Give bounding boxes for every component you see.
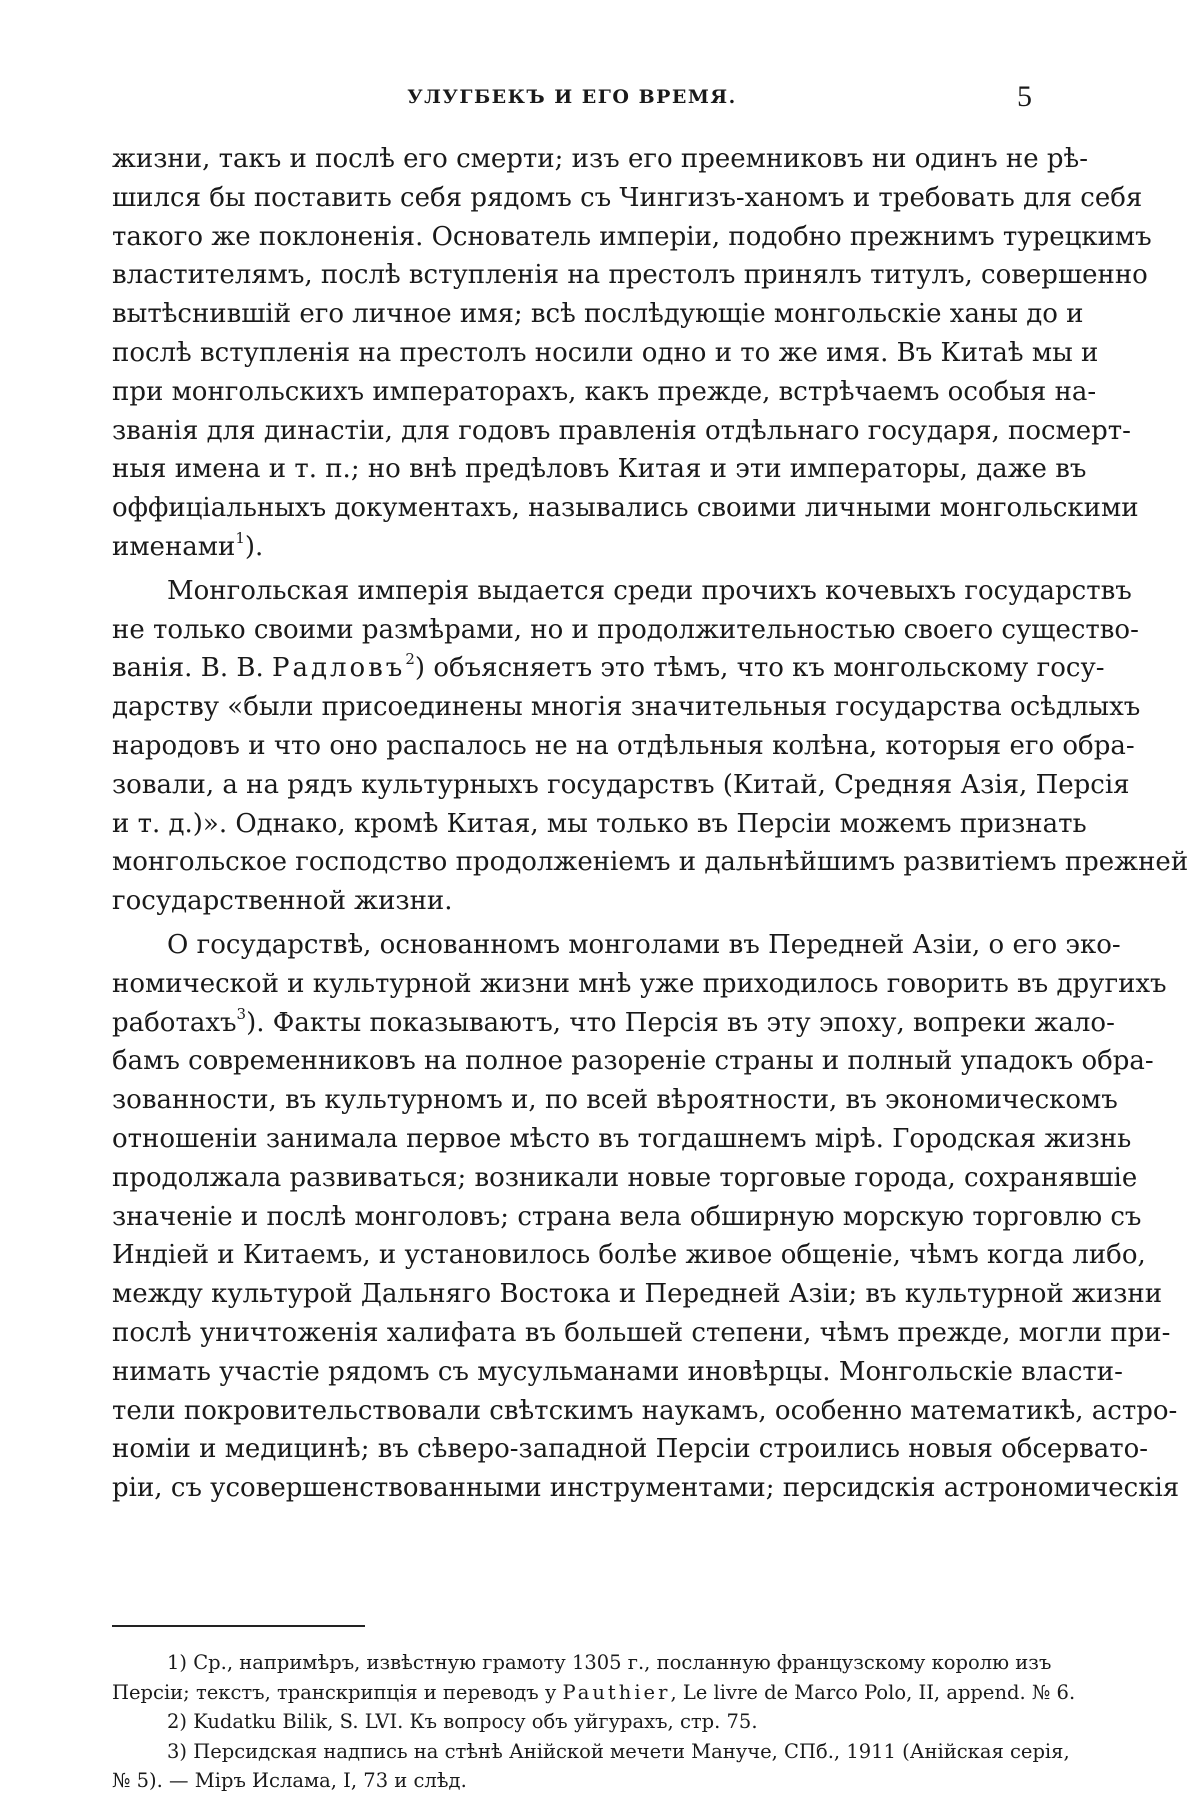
text-line: ныя имена и т. п.; но внѣ предѣловъ Китая и эти императоры, даже въ (112, 454, 1087, 485)
text-line: Индіей и Китаемъ, и установилось болѣе живое общеніе, чѣмъ когда либо, (112, 1240, 1146, 1271)
footnote-ref-3[interactable]: 3 (236, 1004, 247, 1023)
text-line: отношеніи занимала первое мѣсто въ тогдашнемъ мірѣ. Городская жизнь (112, 1123, 1132, 1154)
footnotes (112, 1648, 1076, 1796)
footnote-3 (112, 1737, 1070, 1796)
footnote-2 (112, 1707, 1032, 1737)
text-line: государственной жизни. (112, 886, 453, 917)
text-line: не только своими размѣрами, но и продолжительностью своего существо- (112, 614, 1139, 645)
text-line: послѣ вступленія на престолъ носили одно и то же имя. Въ Китаѣ мы и (112, 337, 1099, 368)
footnote-line: № 5). — Міръ Ислама, I, 73 и слѣд. (112, 1769, 467, 1792)
text-fragment: ) объясняетъ это тѣмъ, что къ монгольскому госу- (414, 653, 1105, 684)
footnote-ref-2[interactable]: 2 (405, 650, 415, 669)
text-line: вытѣснившій его личное имя; всѣ послѣдующіе монгольскіе ханы до и (112, 299, 1084, 330)
footnote-line: 3) Персидская надпись на стѣнѣ Анійской мечети Мануче, СПб., 1911 (Анійская серія, (167, 1739, 1070, 1763)
footnote-ref-1[interactable]: 1 (235, 528, 245, 547)
text-line: бамъ современниковъ на полное разореніе страны и полный упадокъ обра- (112, 1046, 1154, 1077)
footnote-line: 2) Kudatku Bilik, S. LVI. Къ вопросу объ уйгурахъ, стр. 75. (167, 1710, 758, 1733)
text-line: оффиціальныхъ документахъ, назывались своими личными монгольскими (112, 493, 1139, 524)
text-line: номической и культурной жизни мнѣ уже приходилось говорить въ другихъ (112, 968, 1167, 999)
text-line (112, 649, 1105, 688)
text-line: при монгольскихъ императорахъ, какъ прежде, встрѣчаемъ особыя на- (112, 376, 1097, 407)
text-fragment: именами (112, 531, 236, 562)
author-name: Радловъ (272, 653, 406, 684)
text-fragment: , Le livre de Marco Polo, II, append. № 6. (670, 1680, 1076, 1704)
text-line (112, 528, 1032, 567)
text-fragment: ). (244, 531, 264, 562)
text-line: зованности, въ культурномъ и, по всей вѣроятности, въ экономическомъ (112, 1085, 1118, 1116)
text-line: такого же поклоненія. Основатель имперіи, подобно прежнимъ турецкимъ (112, 221, 1152, 252)
text-line: между культурой Дальняго Востока и Передней Азіи; въ культурной жизни (112, 1279, 1163, 1310)
footnote-line (112, 1678, 1076, 1708)
text-fragment: работахъ (112, 1007, 237, 1038)
text-line: продолжала развиваться; возникали новые торговые города, сохранявшіе (112, 1162, 1138, 1193)
footnote-1 (112, 1648, 1076, 1707)
author-name: Pauthier (562, 1680, 671, 1704)
text-line: и т. д.)». Однако, кромѣ Китая, мы только въ Персіи можемъ признать (112, 808, 1087, 839)
footnote-divider (112, 1625, 365, 1627)
text-fragment: Персіи; текстъ, транскрипція и переводъ у (112, 1680, 557, 1704)
text-line: жизни, такъ и послѣ его смерти; изъ его преемниковъ ни одинъ не рѣ- (112, 144, 1088, 174)
text-line (112, 1004, 1115, 1043)
paragraph-3 (112, 926, 1180, 1508)
text-line: послѣ уничтоженія халифата въ большей степени, чѣмъ прежде, могли при- (112, 1317, 1171, 1348)
running-head (112, 82, 1032, 122)
text-line: шился бы поставить себя рядомъ съ Чингизъ-ханомъ и требовать для себя (112, 182, 1143, 213)
text-line: тели покровительствовали свѣтскимъ наукамъ, особенно математикѣ, астро- (112, 1395, 1178, 1426)
body-text (112, 140, 1188, 1508)
running-title: УЛУГБЕКЪ И ЕГО ВРЕМЯ. (407, 86, 737, 108)
text-line: значеніе и послѣ монголовъ; страна вела обширную морскую торговлю съ (112, 1201, 1142, 1232)
text-line: монгольское господство продолженіемъ и дальнѣйшимъ развитіемъ прежней (112, 847, 1188, 878)
text-line: зовали, а на рядъ культурныхъ государствъ (Китай, Средняя Азія, Персія (112, 769, 1130, 800)
paragraph-2 (112, 572, 1188, 921)
text-line: номіи и медицинѣ; въ сѣверо-западной Персіи строились новыя обсервато- (112, 1434, 1149, 1465)
text-line: Монгольская имперія выдается среди прочихъ кочевыхъ государствъ (167, 575, 1132, 606)
text-line: дарству «были присоединены многія значительныя государства осѣдлыхъ (112, 692, 1141, 723)
page-number: 5 (1017, 80, 1032, 113)
text-line: званія для династіи, для годовъ правленія отдѣльнаго государя, посмерт- (112, 415, 1131, 446)
text-line: ріи, съ усовершенствованными инструментами; персидскія астрономическія (112, 1473, 1180, 1504)
text-line: О государствѣ, основанномъ монголами въ Передней Азіи, о его эко- (167, 929, 1121, 960)
text-fragment: ). Факты показываютъ, что Персія въ эту эпоху, вопреки жало- (246, 1007, 1115, 1038)
text-line: народовъ и что оно распалось не на отдѣльныя колѣна, которыя его обра- (112, 730, 1135, 761)
paragraph-1 (112, 140, 1152, 567)
footnote-line: 1) Ср., напримѣръ, извѣстную грамоту 1305 г., посланную французскому королю изъ (167, 1651, 1052, 1674)
text-line: нимать участіе рядомъ съ мусульманами иновѣрцы. Монгольскіе власти- (112, 1356, 1123, 1387)
text-fragment: ванія. В. В. (112, 653, 264, 684)
text-line: властителямъ, послѣ вступленія на престолъ принялъ титулъ, совершенно (112, 260, 1148, 291)
